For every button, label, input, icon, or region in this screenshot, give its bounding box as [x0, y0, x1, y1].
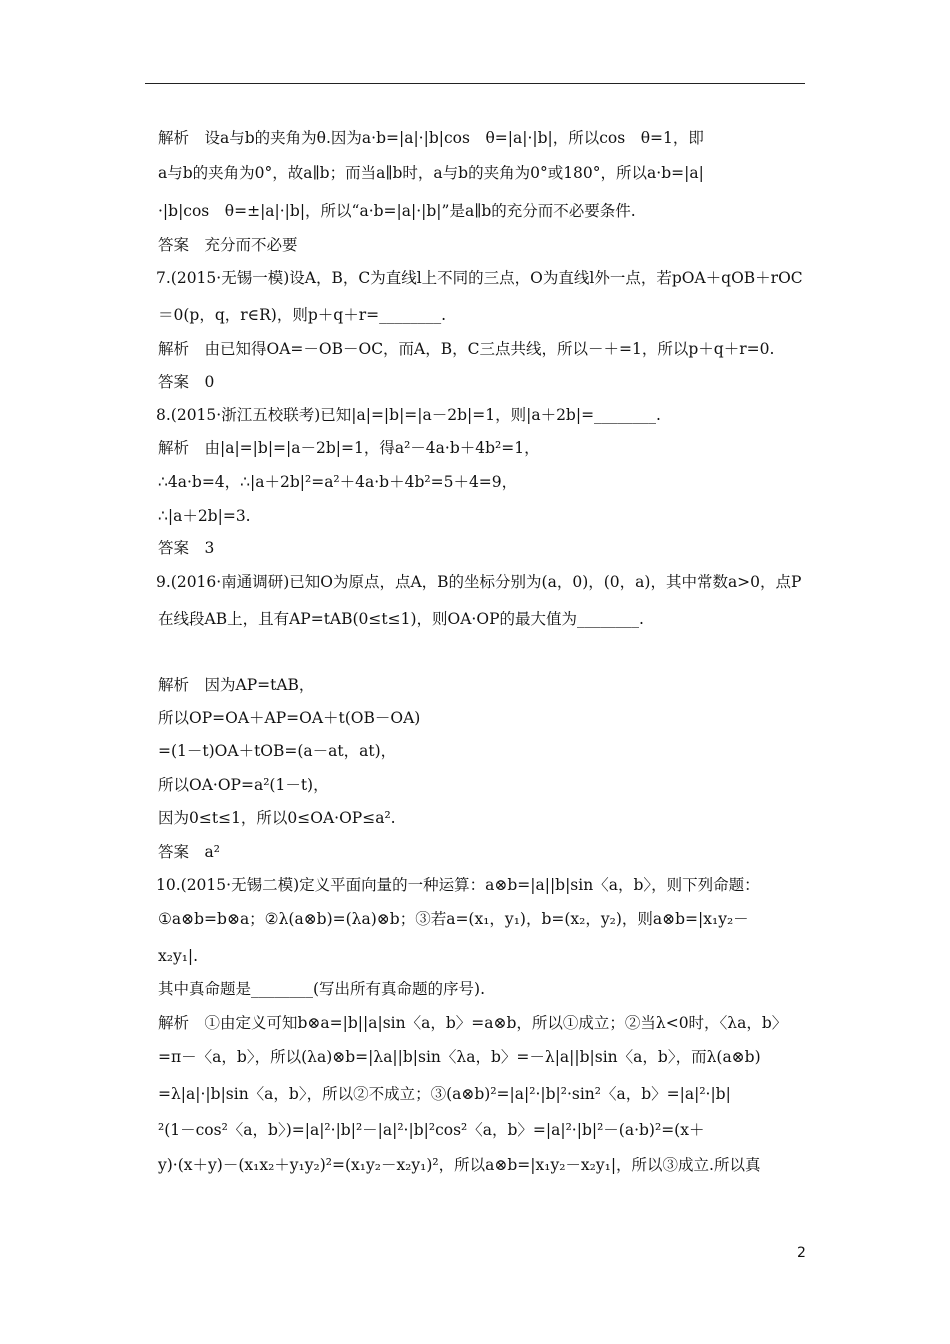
text-line: 解析 ①由定义可知b⊗a=|b||a|sin〈a，b〉=a⊗b，所以①成立；②当λ<0时，〈λa，b〉	[158, 1014, 788, 1032]
text-line: 解析 设a与b的夹角为θ.因为a·b=|a|·|b|cos θ=|a|·|b|，所以cos θ=1，即	[158, 129, 704, 147]
text-line: 答案 0	[158, 373, 215, 391]
text-line: ∴4a·b=4，∴|a＋2b|²=a²＋4a·b＋4b²=5＋4=9，	[158, 473, 518, 491]
header-rule	[145, 83, 805, 84]
text-line: ①a⊗b=b⊗a；②λ(a⊗b)=(λa)⊗b；③若a=(x₁，y₁)，b=(x₂，y₂)，则a⊗b=|x₁y₂－	[158, 910, 749, 928]
question-8: 8.(2015·浙江五校联考)已知|a|=|b|=|a－2b|=1，则|a＋2b|=________.	[156, 406, 661, 424]
text-line: a与b的夹角为0°，故a∥b；而当a∥b时，a与b的夹角为0°或180°，所以a·b=|a|	[158, 164, 704, 182]
text-line: =π－〈a，b〉，所以(λa)⊗b=|λa||b|sin〈λa，b〉=－λ|a||b|sin〈a，b〉，而λ(a⊗b)	[158, 1048, 761, 1066]
text-line: x₂y₁|.	[158, 947, 199, 965]
text-line: 解析 因为AP=tAB，	[158, 676, 315, 694]
text-line: 所以OP=OA＋AP=OA＋t(OB－OA)	[158, 709, 421, 727]
text-line: 答案 充分而不必要	[158, 236, 298, 254]
text-line: 答案 3	[158, 539, 215, 557]
text-line: ∴|a＋2b|=3.	[158, 507, 251, 525]
text-line: ＝0(p，q，r∈R)，则p＋q＋r=________.	[158, 306, 447, 324]
text-line: ²(1－cos²〈a，b〉)=|a|²·|b|²－|a|²·|b|²cos²〈a，b〉=|a|²·|b|²－(a·b)²=(x＋	[158, 1121, 705, 1139]
question-10: 10.(2015·无锡二模)定义平面向量的一种运算：a⊗b=|a||b|sin〈a，b〉，则下列命题：	[156, 876, 760, 894]
text-line: 解析 由|a|=|b|=|a－2b|=1，得a²－4a·b＋4b²=1，	[158, 439, 540, 457]
text-line: ·|b|cos θ=±|a|·|b|，所以“a·b=|a|·|b|”是a∥b的充分而不必要条件.	[158, 202, 636, 220]
text-line: 其中真命题是________(写出所有真命题的序号).	[158, 980, 486, 998]
text-line: 解析 由已知得OA=－OB－OC，而A，B，C三点共线，所以－＋=1，所以p＋q＋r=0.	[158, 340, 775, 358]
text-line: 答案 a²	[158, 843, 220, 861]
text-line: 因为0≤t≤1，所以0≤OA·OP≤a².	[158, 809, 396, 827]
text-line: 所以OA·OP=a²(1－t)，	[158, 776, 329, 794]
text-line: 在线段AB上，且有AP=tAB(0≤t≤1)，则OA·OP的最大值为________.	[158, 610, 644, 628]
text-line: y)·(x＋y)－(x₁x₂＋y₁y₂)²=(x₁y₂－x₂y₁)²，所以a⊗b=|x₁y₂－x₂y₁|，所以③成立.所以真	[158, 1156, 761, 1174]
question-9: 9.(2016·南通调研)已知O为原点，点A，B的坐标分别为(a，0)，(0，a)，其中常数a>0，点P	[156, 573, 802, 591]
page-number: 2	[797, 1245, 806, 1261]
text-line: =(1－t)OA＋tOB=(a－at，at)，	[158, 742, 397, 760]
question-7: 7.(2015·无锡一模)设A，B，C为直线l上不同的三点，O为直线l外一点，若pOA＋qOB＋rOC	[156, 269, 803, 287]
text-line: =λ|a|·|b|sin〈a，b〉，所以②不成立；③(a⊗b)²=|a|²·|b|²·sin²〈a，b〉=|a|²·|b|	[158, 1085, 731, 1103]
